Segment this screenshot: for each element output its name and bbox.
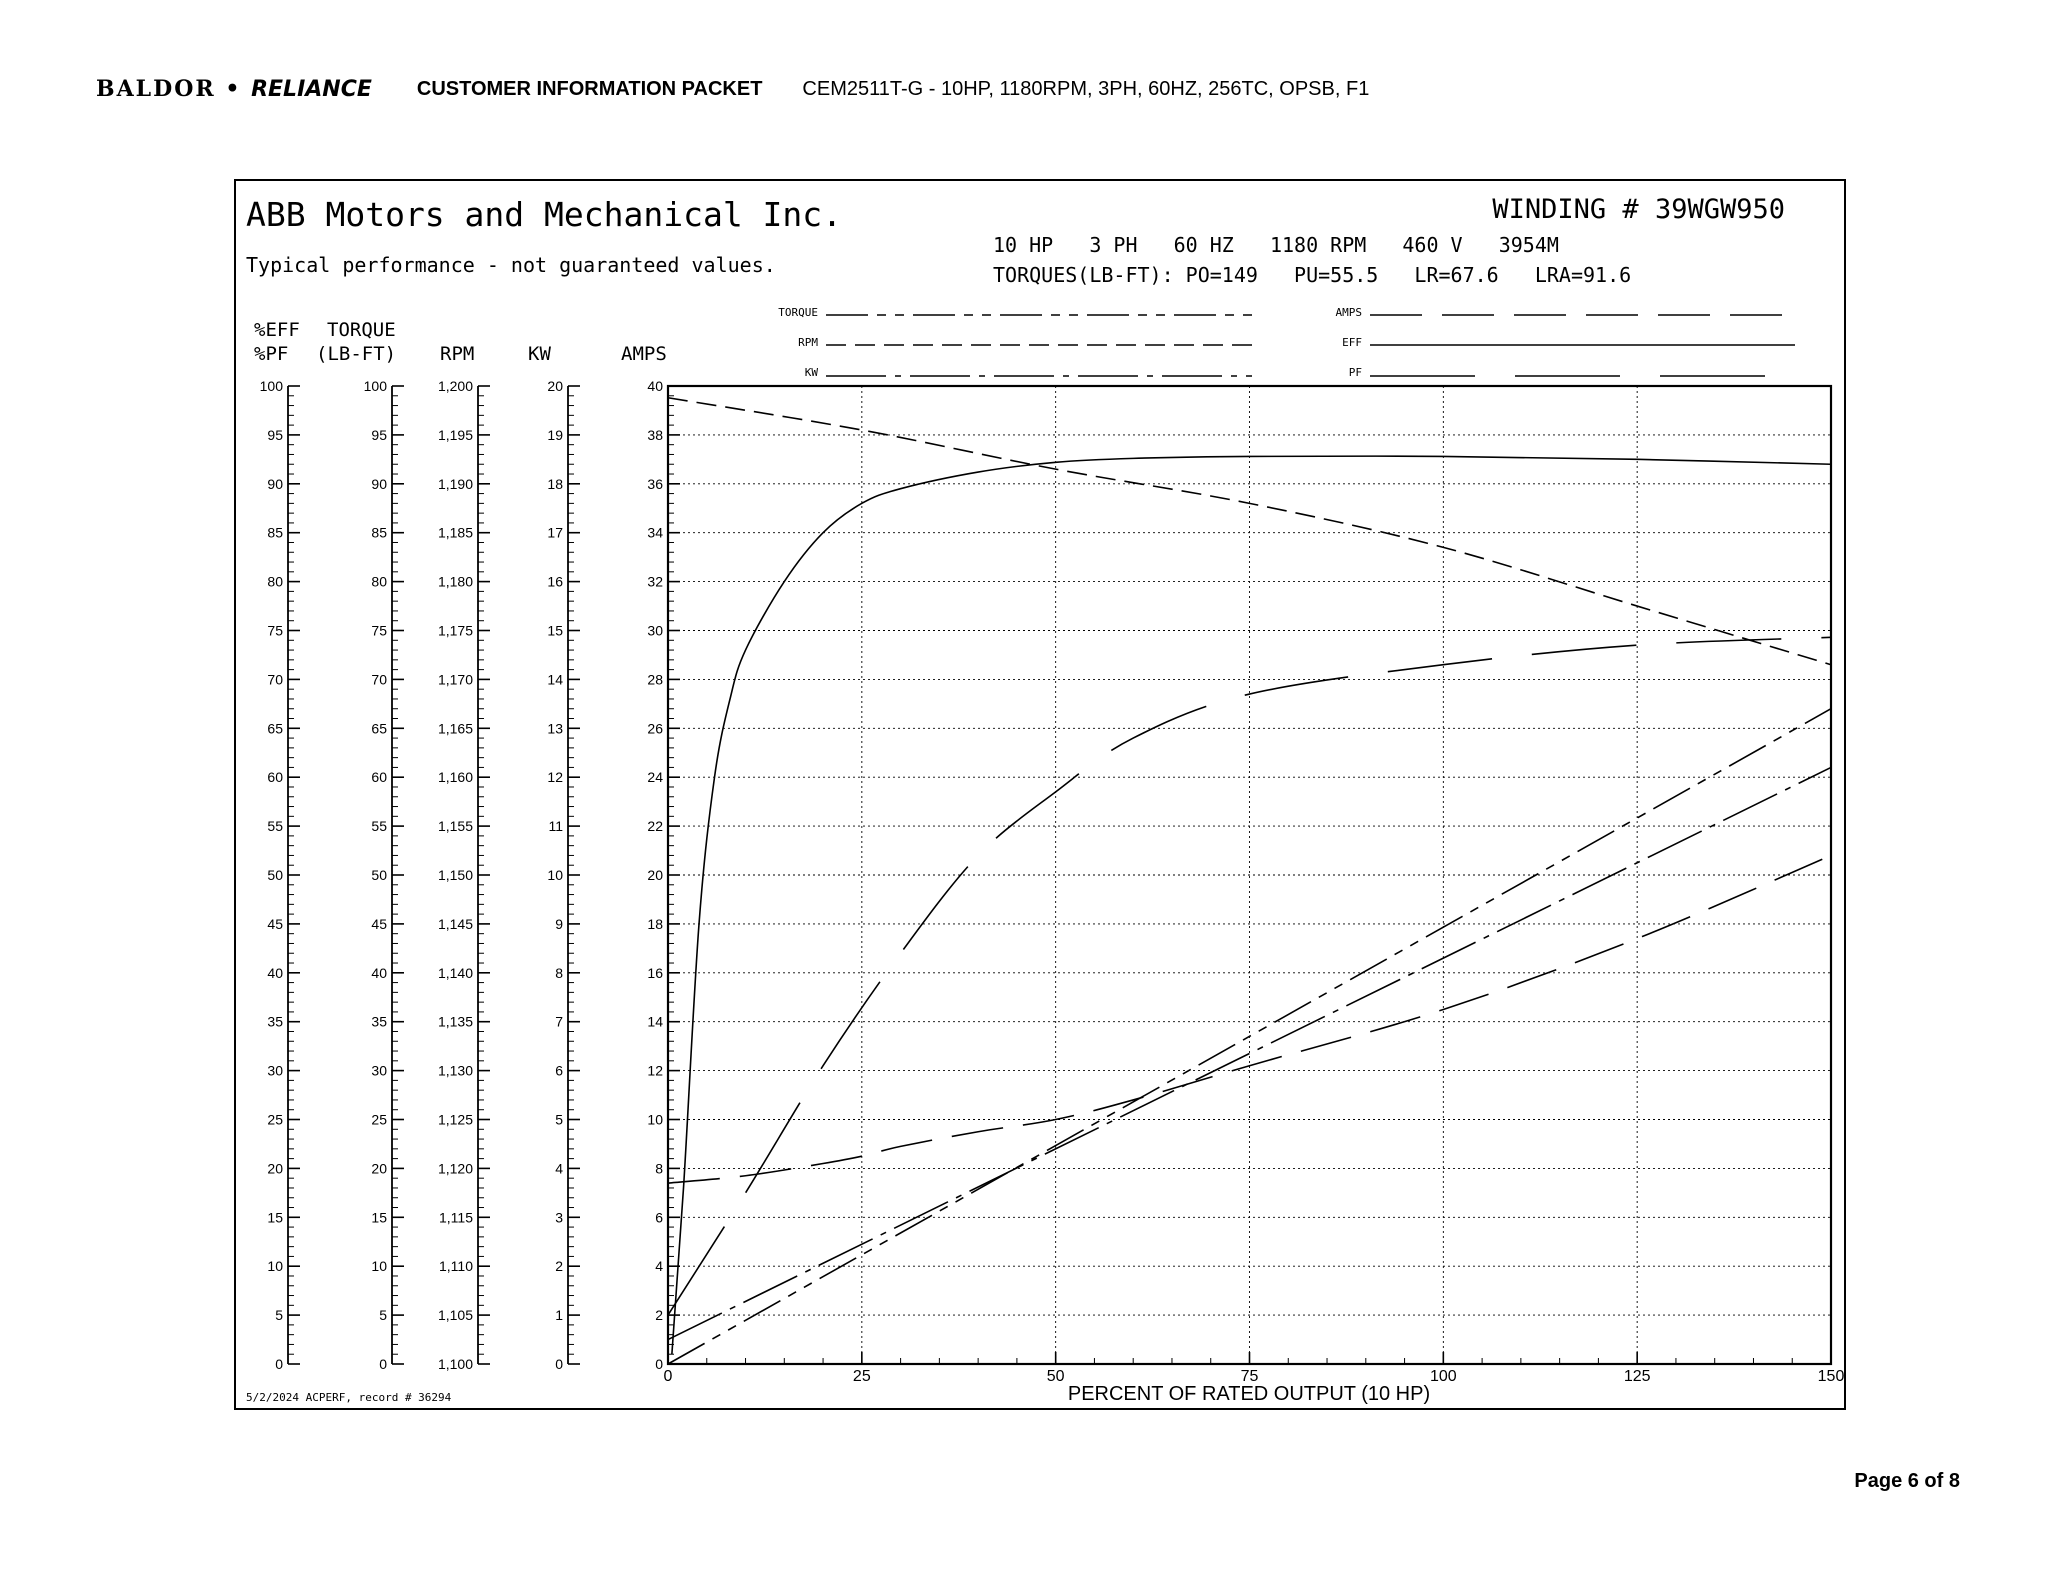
tick-label: 20 <box>547 378 563 394</box>
tick-label: 32 <box>647 573 663 590</box>
tick-label: 1,130 <box>437 1062 473 1079</box>
chart-title: ABB Motors and Mechanical Inc. <box>246 195 843 234</box>
tick-label: 2 <box>555 1258 563 1275</box>
tick-label: 15 <box>267 1209 283 1226</box>
tick-label: 11 <box>548 818 563 835</box>
tick-label: 5 <box>275 1307 283 1324</box>
tick-label: 1,185 <box>437 524 473 541</box>
x-axis-title: PERCENT OF RATED OUTPUT (10 HP) <box>1067 1383 1431 1405</box>
tick-label: 1,150 <box>437 867 473 883</box>
axis3-label: KW <box>528 343 551 365</box>
tick-label: 1,125 <box>437 1111 473 1128</box>
tick-label: 4 <box>655 1258 663 1275</box>
series-amps-line <box>668 855 1831 1183</box>
tick-label: 8 <box>655 1160 663 1177</box>
tick-label: 15 <box>547 622 563 639</box>
winding-label: WINDING # 39WGW950 <box>1492 194 1785 225</box>
tick-label: 0 <box>655 1356 663 1372</box>
legend-label-torque: TORQUE <box>778 306 818 319</box>
series-kw-line <box>668 767 1831 1339</box>
tick-label: 12 <box>547 769 563 786</box>
tick-label: 28 <box>647 671 663 688</box>
tick-label: 0 <box>555 1356 563 1372</box>
tick-label: 40 <box>267 964 283 981</box>
tick-label: 90 <box>371 475 387 492</box>
tick-label: 45 <box>267 915 283 932</box>
model-line: CEM2511T-G - 10HP, 1180RPM, 3PH, 60HZ, 256TC, OPSB, F1 <box>802 77 1370 100</box>
tick-label: 50 <box>371 867 387 883</box>
tick-label: 75 <box>267 622 283 639</box>
tick-label: 80 <box>267 573 283 590</box>
packet-title: CUSTOMER INFORMATION PACKET <box>416 77 763 100</box>
tick-label: 6 <box>655 1209 663 1226</box>
tick-label: 9 <box>555 915 563 932</box>
tick-label: 40 <box>647 378 663 394</box>
x-tick-label: 50 <box>1046 1368 1065 1385</box>
tick-label: 1,155 <box>437 818 473 835</box>
tick-label: 1,180 <box>437 573 473 590</box>
tick-label: 100 <box>259 378 283 394</box>
tick-label: 55 <box>267 818 283 835</box>
tick-label: 22 <box>647 818 663 835</box>
tick-label: 70 <box>371 671 387 688</box>
chart-subtitle: Typical performance - not guaranteed values. <box>246 253 776 277</box>
footer-note: 5/2/2024 ACPERF, record # 36294 <box>246 1391 452 1404</box>
x-tick-label: 100 <box>1429 1368 1457 1385</box>
tick-label: 0 <box>379 1356 387 1372</box>
tick-label: 1,120 <box>437 1160 473 1177</box>
tick-label: 10 <box>267 1258 283 1275</box>
tick-label: 14 <box>647 1013 663 1030</box>
x-tick-label: 125 <box>1623 1368 1651 1385</box>
tick-label: 7 <box>555 1013 563 1030</box>
tick-label: 70 <box>267 671 283 688</box>
tick-label: 10 <box>647 1111 663 1128</box>
x-tick-label: 150 <box>1817 1368 1845 1385</box>
value-axis-3 <box>547 378 580 1372</box>
x-tick-label: 0 <box>663 1368 673 1385</box>
tick-label: 4 <box>555 1160 563 1177</box>
tick-label: 1,105 <box>437 1307 473 1324</box>
tick-label: 15 <box>371 1209 387 1226</box>
tick-label: 1,145 <box>437 915 473 932</box>
legend-label-amps: AMPS <box>1335 306 1362 319</box>
tick-label: 30 <box>647 622 663 639</box>
value-axis-0 <box>260 378 300 1372</box>
tick-label: 20 <box>371 1160 387 1177</box>
x-tick-label: 25 <box>852 1368 871 1385</box>
tick-label: 1,175 <box>437 622 473 639</box>
tick-label: 1,100 <box>437 1356 473 1372</box>
tick-label: 1,110 <box>439 1258 473 1275</box>
tick-label: 16 <box>647 964 663 981</box>
tick-label: 85 <box>371 524 387 541</box>
tick-label: 26 <box>647 720 663 737</box>
tick-label: 50 <box>267 867 283 883</box>
chart-legend <box>778 306 1795 379</box>
legend-label-kw: KW <box>804 366 818 379</box>
tick-label: 2 <box>655 1307 663 1324</box>
tick-label: 1,140 <box>437 964 473 981</box>
tick-label: 1,200 <box>437 378 473 394</box>
legend-label-rpm: RPM <box>798 336 818 349</box>
axis1-label-bottom: (LB-FT) <box>316 343 397 365</box>
tick-label: 20 <box>267 1160 283 1177</box>
tick-label: 35 <box>267 1013 283 1030</box>
axis2-label: RPM <box>440 343 475 365</box>
tick-label: 95 <box>267 426 283 443</box>
tick-label: 16 <box>547 573 563 590</box>
brand-separator: • <box>225 76 242 102</box>
tick-label: 95 <box>371 426 387 443</box>
tick-label: 40 <box>371 964 387 981</box>
tick-label: 5 <box>555 1111 563 1128</box>
tick-label: 65 <box>371 720 387 737</box>
rating-line: 10 HP 3 PH 60 HZ 1180 RPM 460 V 3954M <box>993 233 1559 257</box>
value-axis-1 <box>364 378 404 1372</box>
tick-label: 18 <box>547 475 563 492</box>
value-axis-2 <box>438 378 490 1372</box>
tick-label: 65 <box>267 720 283 737</box>
tick-label: 10 <box>547 867 563 883</box>
tick-label: 45 <box>371 915 387 932</box>
tick-label: 30 <box>371 1062 387 1079</box>
tick-label: 1,165 <box>437 720 473 737</box>
axis0-label-bottom: %PF <box>254 343 289 365</box>
brand-baldor: BALDOR <box>96 76 216 102</box>
tick-label: 3 <box>555 1209 563 1226</box>
tick-label: 8 <box>555 964 563 981</box>
tick-label: 25 <box>267 1111 283 1128</box>
tick-label: 20 <box>647 867 663 883</box>
tick-label: 17 <box>547 524 563 541</box>
tick-label: 6 <box>555 1062 563 1079</box>
tick-label: 36 <box>647 475 663 492</box>
tick-label: 14 <box>547 671 563 688</box>
tick-label: 1,115 <box>439 1209 473 1226</box>
legend-label-eff: EFF <box>1342 336 1362 349</box>
tick-label: 19 <box>547 426 563 443</box>
tick-label: 34 <box>647 524 663 541</box>
tick-label: 0 <box>275 1356 283 1372</box>
brand-reliance: RELIANCE <box>251 77 372 102</box>
tick-label: 18 <box>647 915 663 932</box>
tick-label: 75 <box>371 622 387 639</box>
tick-label: 30 <box>267 1062 283 1079</box>
tick-label: 100 <box>363 378 387 394</box>
tick-label: 55 <box>371 818 387 835</box>
tick-label: 24 <box>647 769 663 786</box>
tick-label: 35 <box>371 1013 387 1030</box>
tick-label: 1,135 <box>437 1013 473 1030</box>
chart-frame <box>235 180 1845 1409</box>
tick-label: 1,160 <box>437 769 473 786</box>
x-tick-label: 75 <box>1240 1368 1259 1385</box>
tick-label: 60 <box>371 769 387 786</box>
plot-grid <box>668 386 1831 1364</box>
value-axis-4 <box>647 378 680 1372</box>
tick-label: 80 <box>371 573 387 590</box>
tick-label: 5 <box>379 1307 387 1324</box>
x-axis <box>664 1352 1845 1385</box>
axis0-label-top: %EFF <box>254 319 300 341</box>
page-number: Page 6 of 8 <box>1854 1470 1960 1492</box>
tick-label: 13 <box>547 720 563 737</box>
tick-label: 1,195 <box>437 426 473 443</box>
tick-label: 85 <box>267 524 283 541</box>
axis4-label: AMPS <box>621 343 667 365</box>
tick-label: 25 <box>371 1111 387 1128</box>
tick-label: 38 <box>647 426 663 443</box>
tick-label: 1,190 <box>437 475 473 492</box>
tick-label: 12 <box>647 1062 663 1079</box>
tick-label: 10 <box>371 1258 387 1275</box>
tick-label: 90 <box>267 475 283 492</box>
tick-label: 1 <box>555 1307 563 1324</box>
series-eff-line <box>672 456 1831 1354</box>
value-axes <box>260 378 680 1372</box>
axis1-label-top: TORQUE <box>327 319 396 341</box>
legend-label-pf: PF <box>1348 366 1362 379</box>
tick-label: 60 <box>267 769 283 786</box>
torques-line: TORQUES(LB-FT): PO=149 PU=55.5 LR=67.6 LRA=91.6 <box>993 263 1632 287</box>
tick-label: 1,170 <box>437 671 473 688</box>
